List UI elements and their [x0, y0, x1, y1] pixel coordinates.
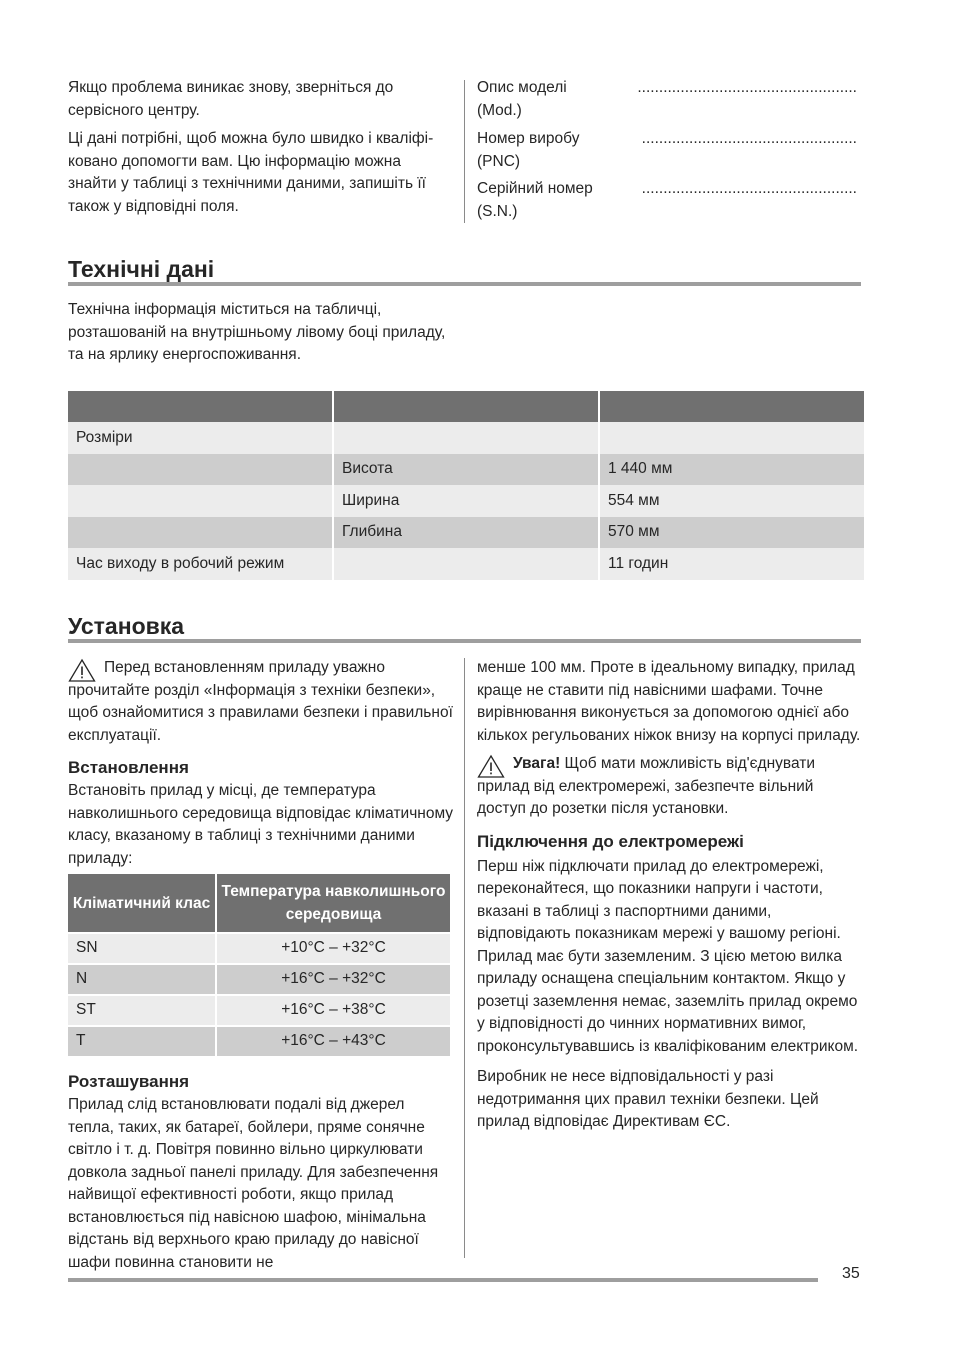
climate-class-cell: N — [68, 965, 215, 994]
safety-warning-text: Перед встановленням приладу уважно прочитайте розділ «Інформація з техніки безпеки», щоб ознайомитися з правилами безпеки і правильної експлуатації. — [68, 659, 453, 744]
tech-heading-rule — [68, 282, 861, 286]
table-header-cell — [68, 391, 332, 422]
climate-header-temperature: Температура навколишнього середовища — [217, 874, 450, 932]
tech-data-table — [66, 391, 866, 580]
table-cell — [68, 517, 332, 549]
table-row — [68, 934, 450, 963]
tech-data-heading: Технічні дані — [68, 256, 215, 282]
table-cell: 11 годин — [600, 548, 864, 580]
climate-class-table — [66, 872, 452, 1058]
table-cell: Розміри — [68, 422, 332, 454]
table-cell: Висота — [334, 454, 598, 486]
serial-field-code: (S.N.) — [477, 202, 518, 220]
service-note-1: Якщо проблема виникає знову, зверніться до сервісного центру. — [68, 79, 394, 119]
table-row — [68, 517, 864, 549]
attention-warning — [477, 753, 863, 821]
tech-intro: Технічна інформація міститься на табличці, розташованій на внутрішньому лівому боці приладу, та на ярлику енергоспоживання. — [68, 301, 446, 363]
attention-label: Увага! — [513, 755, 561, 772]
service-note-2: Ці дані потрібні, щоб можна було швидко і кваліфіковано допомогти вам. Цю інформацію можна знайти у таблиці з технічними даними, запишіть її також у відповідні поля. — [68, 130, 434, 215]
install-left-column — [68, 657, 454, 1274]
liability-text: Виробник не несе відповідальності у разі недотримання цих правил техніки безпеки. Цей прилад відповідає Директивам ЄС. — [477, 1068, 819, 1130]
climate-header-class: Кліматичний клас — [68, 874, 215, 932]
page-number: 35 — [842, 1265, 860, 1282]
model-field-code: (Mod.) — [477, 101, 522, 119]
warning-triangle-icon — [477, 754, 505, 779]
table-cell — [600, 422, 864, 454]
table-row — [68, 548, 864, 580]
climate-class-cell: SN — [68, 934, 215, 963]
table-row — [68, 1027, 450, 1056]
placement-text: Встановіть прилад у місці, де температура навколишнього середовища відповідає кліматичному класу, вказаному в таблиці з технічними даними приладу: — [68, 782, 454, 867]
table-cell — [68, 485, 332, 517]
table-cell: 570 мм — [600, 517, 864, 549]
electric-text: Перш ніж підключати прилад до електромережі, переконайтеся, що показники напруги і частоти, вказані в таблиці з паспортними даними, відповідають показникам мережі у вашому регіоні. Прилад має бути заземленим. З цією метою вилка приладу оснащена спеціальним контактом. Якщо у розетці заземлення немає, заземліть прилад окремо у відповідності до чинних нормативних вимог, проконсультувавшись із кваліфікованим електриком. — [477, 857, 859, 1055]
warning-triangle-icon — [68, 658, 96, 683]
table-row — [68, 996, 450, 1025]
table-row — [68, 422, 864, 454]
column-divider-top — [464, 80, 465, 223]
temperature-cell: +10°C – +32°C — [217, 934, 450, 963]
table-header-cell — [600, 391, 864, 422]
table-cell: 1 440 мм — [600, 454, 864, 486]
table-row — [68, 485, 864, 517]
climate-class-cell: ST — [68, 996, 215, 1025]
column-divider-install — [464, 658, 465, 1258]
attention-body: Щоб мати можливість від'єднувати прилад від електромережі, забезпечте вільний доступ до розетки після установки. — [477, 755, 816, 817]
placement-heading: Встановлення — [68, 758, 189, 777]
table-row — [68, 965, 450, 994]
temperature-cell: +16°C – +43°C — [217, 1027, 450, 1056]
temperature-cell: +16°C – +38°C — [217, 996, 450, 1025]
model-field — [477, 77, 861, 122]
service-notes — [68, 77, 448, 218]
table-cell — [334, 422, 598, 454]
install-right-column — [477, 657, 863, 1134]
pnc-field-blank: .................................................. — [641, 130, 857, 147]
install-heading: Установка — [68, 613, 185, 639]
table-cell — [334, 548, 598, 580]
table-cell — [68, 454, 332, 486]
table-cell: Ширина — [334, 485, 598, 517]
table-header-cell — [334, 391, 598, 422]
location-text-continued: менше 100 мм. Проте в ідеальному випадку, прилад краще не ставити під навісними шафами. Точне вирівнювання виконується за допомогою однієї або кількох регульованих ніжок внизу на корпусі приладу. — [477, 659, 861, 744]
serial-field-blank: .................................................. — [641, 180, 857, 197]
serial-field — [477, 178, 861, 223]
table-cell: Час виходу в робочий режим — [68, 548, 332, 580]
pnc-field-label: Номер виробу — [477, 130, 580, 147]
footer-rule — [68, 1278, 818, 1282]
location-text: Прилад слід встановлювати подалі від джерел тепла, таких, як батареї, бойлери, пряме сонячне світло і т. д. Повітря повинно вільно циркулювати довкола задньої панелі приладу. Для забезпечення найвищої ефективності роботи, якщо прилад встановлюється під навісною шафою, мінімальна відстань від верхнього краю приладу до навісної шафи повинна становити не — [68, 1096, 439, 1271]
model-field-label: Опис моделі — [477, 79, 567, 96]
serial-field-label: Серійний номер — [477, 180, 593, 197]
pnc-field — [477, 128, 861, 173]
location-heading: Розташування — [68, 1072, 190, 1091]
electric-heading: Підключення до електромережі — [477, 831, 744, 851]
climate-class-cell: T — [68, 1027, 215, 1056]
attention-text — [477, 753, 863, 821]
pnc-field-code: (PNC) — [477, 152, 521, 170]
table-cell: Глибина — [334, 517, 598, 549]
table-row — [68, 454, 864, 486]
table-header-row — [68, 391, 864, 422]
install-heading-rule — [68, 639, 861, 643]
climate-header-row — [68, 874, 450, 932]
temperature-cell: +16°C – +32°C — [217, 965, 450, 994]
model-field-blank: ................................................... — [637, 79, 857, 96]
table-cell: 554 мм — [600, 485, 864, 517]
safety-warning — [68, 657, 454, 747]
